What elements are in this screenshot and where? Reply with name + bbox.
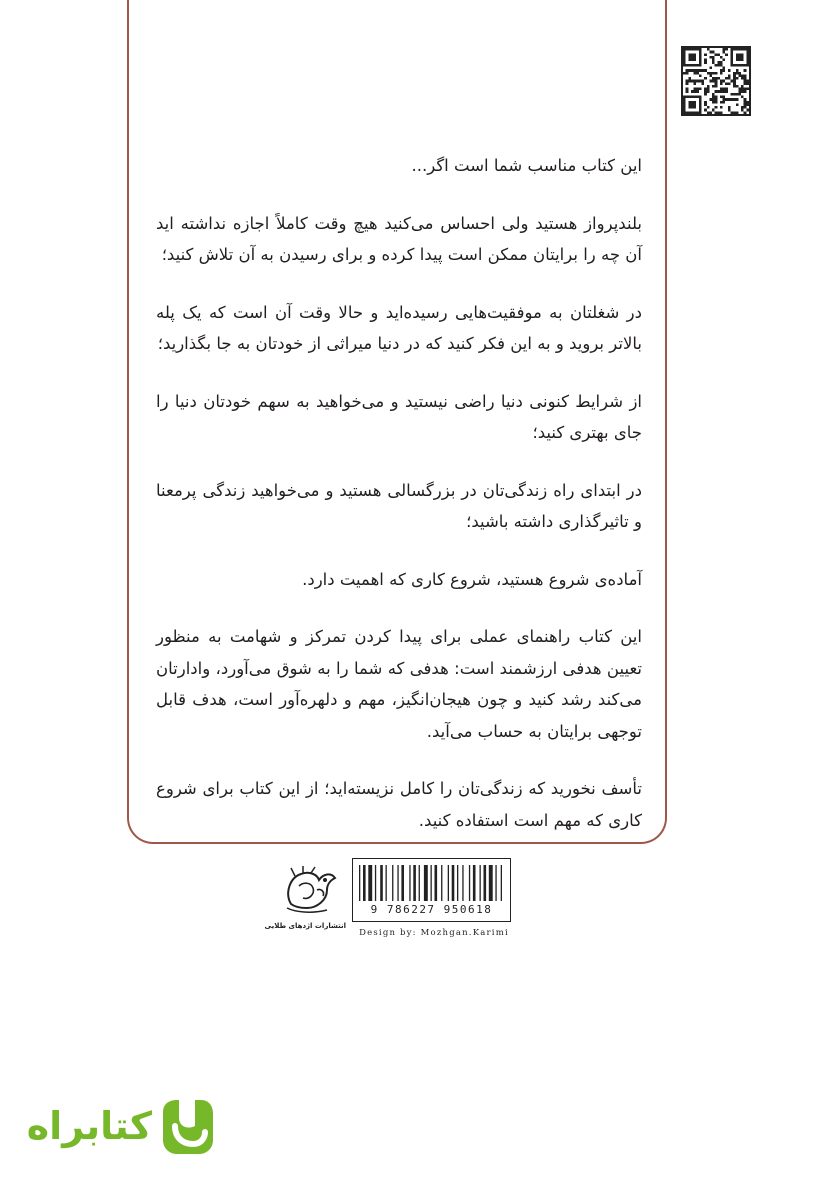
paragraph-6: این کتاب راهنمای عملی برای پیدا کردن تمرکز و شهامت به منظور تعیین هدفی ارزشمند است: هدفی که شما را به شوق می‌آورد، وادارتان می‌کند رشد کنید و چون هیجان‌انگیز، مهم و دلهره‌آور است، هدف قابل توجهی برایتان به حساب می‌آید. xyxy=(156,627,642,741)
paragraph-4: در ابتدای راه زندگی‌تان در بزرگسالی هستید و می‌خواهید زندگی پرمعنا و تاثیرگذاری داشته باشید؛ xyxy=(156,480,642,531)
ketabrah-logo-icon xyxy=(157,1096,215,1156)
designer-credit: Design by: Mozhgan.Karimi xyxy=(359,928,509,938)
brand-name: کتابراه xyxy=(26,1104,152,1148)
publisher-name: انتشارات اژدهای طلایی xyxy=(264,922,346,930)
paragraph-3: از شرایط کنونی دنیا راضی نیستید و می‌خواهید به سهم خودتان دنیا را جای بهتری کنید؛ xyxy=(156,391,642,442)
paragraph-1: بلندپرواز هستید ولی احساس می‌کنید هیچ وقت کاملاً اجازه نداشته اید آن چه را برایتان ممکن است پیدا کرده و برای رسیدن به آن تلاش کنید؛ xyxy=(156,213,642,264)
qr-code-icon[interactable] xyxy=(681,46,751,116)
intro-line: این کتاب مناسب شما است اگر... xyxy=(411,156,642,175)
paragraph-2: در شغلتان به موفقیت‌هایی رسیده‌اید و حالا وقت آن است که یک پله بالاتر بروید و به این فکر کنید که در دنیا میراثی از خودتان به جا بگذارید؛ xyxy=(156,302,642,353)
isbn-barcode xyxy=(352,858,511,922)
dragon-logo-icon xyxy=(281,864,339,916)
barcode-bars xyxy=(359,865,504,901)
publisher-logo xyxy=(264,862,346,932)
isbn-number: 9 786227 950618 xyxy=(370,903,493,916)
ketabrah-brand[interactable] xyxy=(26,1094,215,1160)
blurb-text xyxy=(156,150,642,862)
paragraph-7: تأسف نخورید که زندگی‌تان را کامل نزیسته‌اید؛ از این کتاب برای شروع کاری که مهم است استفاده کنید. xyxy=(156,779,642,830)
paragraph-5: آماده‌ی شروع هستید، شروع کاری که اهمیت دارد. xyxy=(302,569,642,589)
